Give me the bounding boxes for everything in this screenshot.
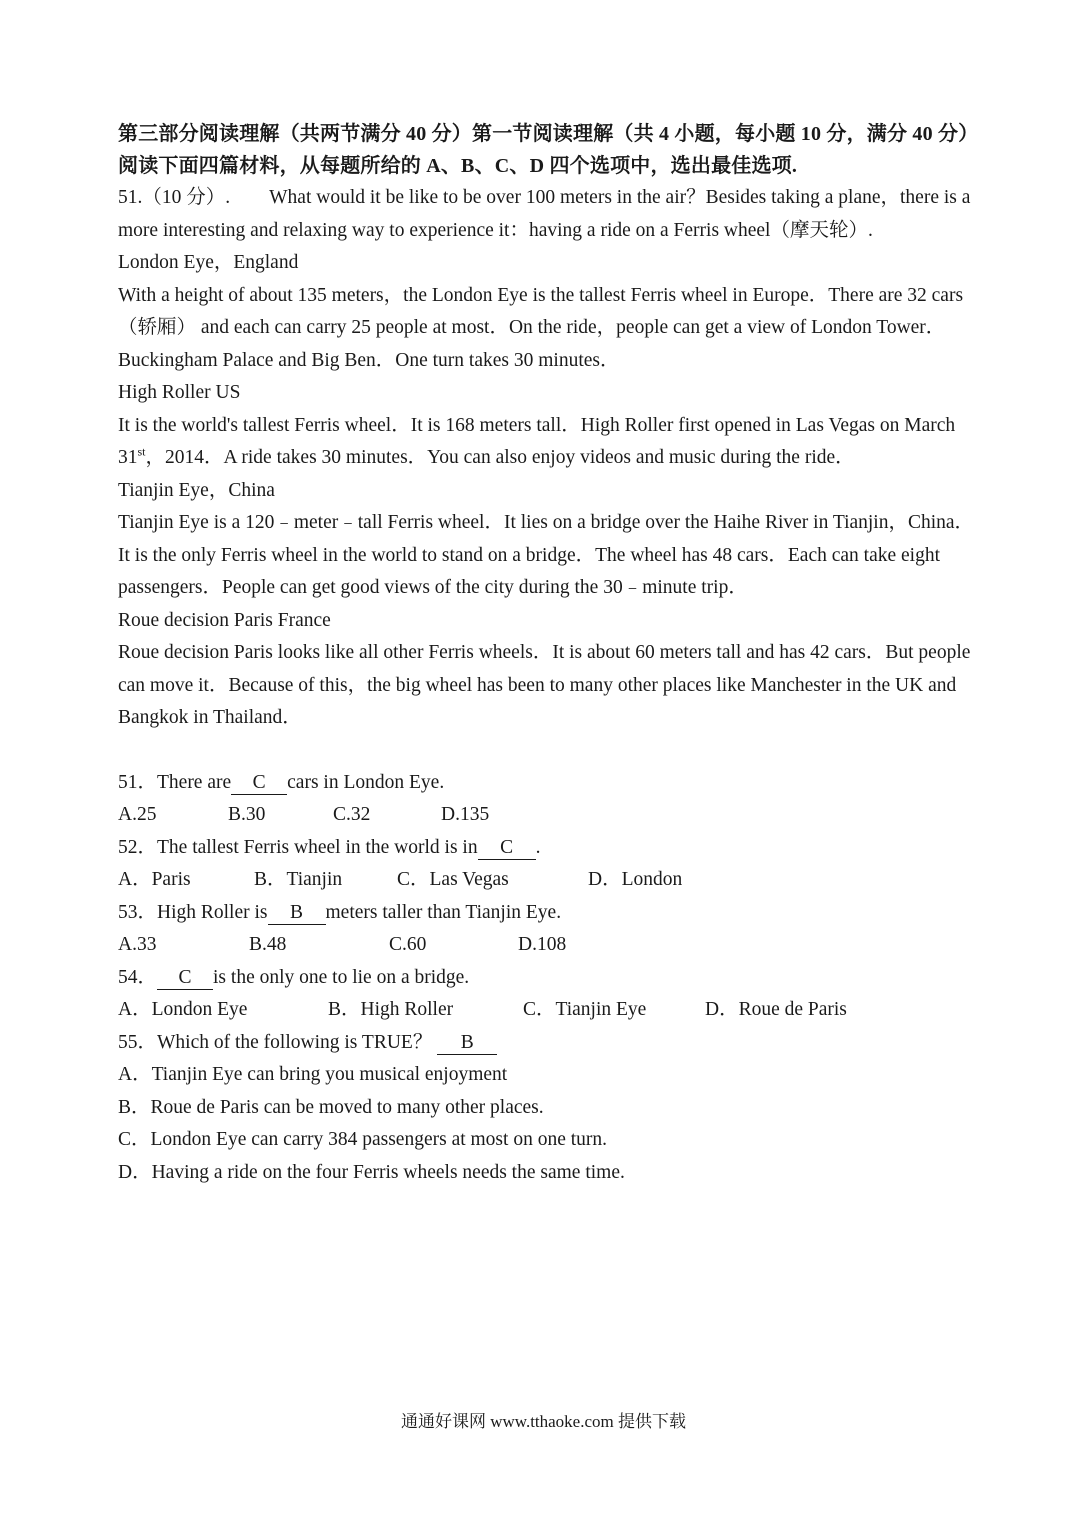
option: D.135 — [441, 804, 490, 825]
question-text: 55．Which of the following is TRUE？ — [118, 1031, 433, 1053]
section-body-paris: Roue decision Paris looks like all other Ferris wheels．It is about 60 meters tall and has 42 cars．But people can move it．Because of this，the big wheel has been to many other places like Manchester in the UK and Bangkok in Thailand． — [118, 642, 971, 728]
options-52 — [118, 864, 978, 897]
question-text: 54． — [118, 966, 158, 988]
question-text: 51．There are — [118, 771, 232, 793]
question-text: 52．The tallest Ferris wheel in the world is in — [118, 836, 478, 858]
option: C.60 — [389, 934, 427, 955]
section-body-london: With a height of about 135 meters，the London Eye is the tallest Ferris wheel in Europe．There are 32 cars（轿厢） and each can carry 25 people at most．On the ride，people can get a view of London Tower．Buckingham Palace and Big Ben．One turn takes 30 minutes． — [118, 284, 964, 371]
section-title-london: London Eye，England — [118, 252, 299, 273]
option: D.108 — [518, 934, 567, 955]
option: B.30 — [228, 804, 266, 825]
option: A.25 — [118, 804, 157, 825]
option: B．Tianjin — [254, 869, 343, 890]
option: D．Having a ride on the four Ferris wheels needs the same time. — [118, 1161, 625, 1183]
section-title-high-roller: High Roller US — [118, 382, 241, 403]
option: C．Las Vegas — [397, 869, 509, 890]
option: A.33 — [118, 934, 157, 955]
option: B．Roue de Paris can be moved to many other places. — [118, 1096, 544, 1118]
question-text: 53．High Roller is — [118, 901, 268, 923]
question-53 — [118, 897, 978, 930]
passage-intro — [118, 182, 978, 247]
question-54 — [118, 962, 978, 995]
question-text: cars in London Eye. — [287, 771, 445, 793]
option: B．High Roller — [328, 999, 454, 1020]
option: A．Paris — [118, 869, 191, 890]
answer-blank: B — [437, 1032, 497, 1055]
section-body-high-roller — [118, 410, 978, 475]
option: A．Tianjin Eye can bring you musical enjoyment — [118, 1064, 508, 1085]
document-page — [118, 118, 978, 1189]
question-text: is the only one to lie on a bridge. — [213, 966, 470, 988]
option: B.48 — [249, 934, 287, 955]
answer-blank: B — [268, 902, 326, 925]
option: D．London — [588, 869, 683, 890]
option: A．London Eye — [118, 999, 248, 1020]
question-text: meters taller than Tianjin Eye. — [325, 901, 562, 923]
body-text: It is the world's tallest Ferris wheel．It is 168 meters tall．High Roller first opened in Las Vegas on March 31 — [118, 414, 956, 468]
question-51 — [118, 767, 978, 800]
options-54 — [118, 994, 978, 1027]
answer-blank: C — [478, 837, 536, 860]
superscript: st — [137, 444, 146, 459]
answer-blank: C — [231, 772, 287, 795]
options-53 — [118, 929, 978, 962]
option: D．Roue de Paris — [705, 999, 847, 1020]
question-55 — [118, 1027, 978, 1060]
page-footer: 通通好课网 www.tthaoke.com 提供下载 — [400, 1412, 687, 1431]
option: C.32 — [333, 804, 371, 825]
section-heading: 第三部分阅读理解（共两节满分 40 分）第一节阅读理解（共 4 小题，每小题 10 分，满分 40 分）阅读下面四篇材料，从每题所给的 A、B、C、D 四个选项中，选出最佳选项. — [118, 123, 969, 177]
section-body-tianjin: Tianjin Eye is a 120﹣meter﹣tall Ferris wheel．It lies on a bridge over the Haihe River in Tianjin，China．It is the only Ferris wheel in the world to stand on a bridge．The wheel has 48 cars．Each can take eight passengers．People can get good views of the city during the 30﹣minute trip． — [118, 512, 975, 598]
body-text: ，2014．A ride takes 30 minutes．You can also enjoy videos and music during the ride． — [145, 447, 855, 468]
answer-blank: C — [157, 967, 213, 990]
option: C．London Eye can carry 384 passengers at most on one turn. — [118, 1129, 608, 1150]
question-number: 51.（10 分）. — [118, 187, 231, 208]
options-51 — [118, 799, 978, 832]
section-title-tianjin: Tianjin Eye，China — [118, 479, 275, 501]
option: C．Tianjin Eye — [523, 999, 647, 1020]
intro-text: What would it be like to be over 100 meters in the air？Besides taking a plane，there is a more interesting and relaxing way to experience it：having a ride on a Ferris wheel（摩天轮）. — [118, 187, 971, 241]
section-title-paris: Roue decision Paris France — [118, 609, 331, 631]
question-text: . — [535, 836, 541, 858]
question-52 — [118, 832, 978, 865]
